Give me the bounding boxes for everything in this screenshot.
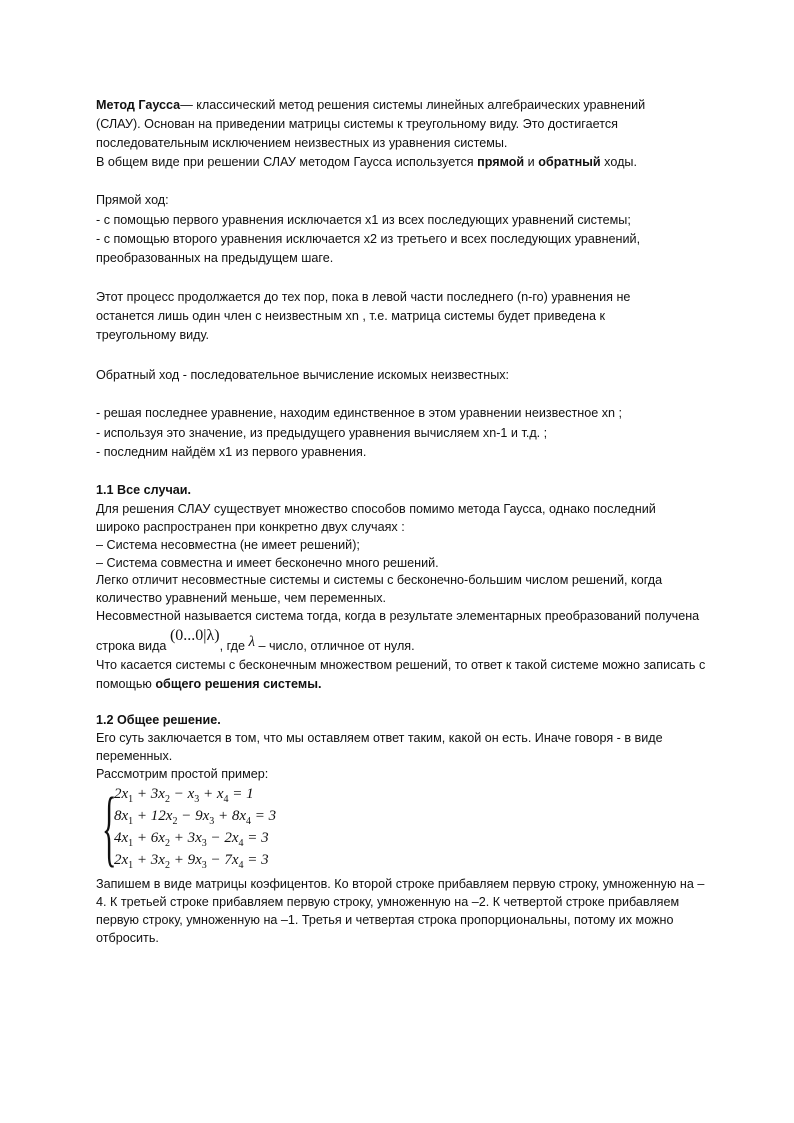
row-formula: (0...0|λ)	[169, 627, 220, 644]
forward-line-2: - с помощью второго уравнения исключается x2 из третьего и всех последующих уравнений,	[96, 232, 641, 246]
section-2-title: 1.2 Общее решение.	[96, 713, 221, 727]
section-1-line-4: – Система совместна и имеет бесконечно много решений.	[96, 556, 439, 570]
equation-2: $8x_1 + 12x_2 - 9x_3 + 8x_4 = 3$	[114, 808, 277, 827]
equation-system	[102, 779, 332, 875]
backward-line-2: - используя это значение, из предыдущего уравнения вычисляем xn-1 и т.д. ;	[96, 426, 548, 440]
section-2-line-5: 4. К третьей строке прибавляем первую строку, умноженную на –2. К четвертой строке прибавляем	[96, 895, 680, 909]
backward-line-1: - решая последнее уравнение, находим единственное в этом уравнении неизвестное xn ;	[96, 406, 623, 420]
section-2-line-2: переменных.	[96, 749, 173, 763]
forward-title: Прямой ход:	[96, 193, 169, 207]
equation-3: $4x_1 + 6x_2 + 3x_3 - 2x_4 = 3$	[114, 830, 269, 849]
system-brace: {	[102, 779, 117, 875]
section-2-line-3: Рассмотрим простой пример:	[96, 767, 269, 781]
intro-line-2: (СЛАУ). Основан на приведении матрицы системы к треугольному виду. Это достигается	[96, 117, 618, 131]
section-1-line-8: строка вида (0...0|λ), где λ – число, отличное от нуля.	[96, 627, 415, 653]
intro-line-4: В общем виде при решении СЛАУ методом Гаусса используется прямой и обратный ходы.	[96, 155, 637, 169]
section-1-title: 1.1 Все случаи.	[96, 483, 192, 497]
section-1-line-6: количество уравнений меньше, чем переменных.	[96, 591, 387, 605]
process-line-3: треугольному виду.	[96, 328, 210, 342]
equation-1: $2x_1 + 3x_2 - x_3 + x_4 = 1$	[114, 786, 254, 805]
section-2-line-1: Его суть заключается в том, что мы оставляем ответ таким, какой он есть. Иначе говоря - в виде	[96, 731, 663, 745]
intro-line-3: последовательным исключением неизвестных из уравнения системы.	[96, 136, 508, 150]
intro-line-1: Метод Гаусса— классический метод решения системы линейных алгебраических уравнений	[96, 98, 646, 112]
section-1-line-2: широко распространен при конкретно двух случаях :	[96, 520, 405, 534]
equation-4: $2x_1 + 3x_2 + 9x_3 - 7x_4 = 3$	[114, 852, 269, 871]
section-2-line-4: Запишем в виде матрицы коэфицентов. Ко второй строке прибавляем первую строку, умноженную на –	[96, 877, 705, 891]
term-gauss-method: Метод Гаусса	[96, 98, 181, 112]
forward-line-1: - с помощью первого уравнения исключается x1 из всех последующих уравнений системы;	[96, 213, 631, 227]
term-backward: обратный	[538, 155, 601, 169]
section-1-line-1: Для решения СЛАУ существует множество способов помимо метода Гаусса, однако последний	[96, 502, 656, 516]
process-line-1: Этот процесс продолжается до тех пор, пока в левой части последнего (n-го) уравнения не	[96, 290, 631, 304]
backward-title: Обратный ход - последовательное вычисление искомых неизвестных:	[96, 368, 510, 382]
section-1-line-7: Несовместной называется система тогда, когда в результате элементарных преобразований получена	[96, 609, 700, 623]
section-1-line-3: – Система несовместна (не имеет решений);	[96, 538, 360, 552]
process-line-2: останется лишь один член с неизвестным xn , т.е. матрица системы будет приведена к	[96, 309, 606, 323]
section-1-line-9: Что касается системы с бесконечным множеством решений, то ответ к такой системе можно записать с	[96, 658, 706, 672]
section-2-line-7: отбросить.	[96, 931, 159, 945]
forward-line-3: преобразованных на предыдущем шаге.	[96, 251, 334, 265]
backward-line-3: - последним найдём x1 из первого уравнения.	[96, 445, 367, 459]
section-1-line-10: помощью общего решения системы.	[96, 677, 322, 691]
section-1-line-5: Легко отличит несовместные системы и системы с бесконечно-большим числом решений, когда	[96, 573, 663, 587]
lambda-symbol: λ	[248, 634, 255, 650]
term-forward: прямой	[477, 155, 525, 169]
section-2-line-6: первую строку, умноженную на –1. Третья и четвертая строка пропорциональны, потому их можно	[96, 913, 674, 927]
